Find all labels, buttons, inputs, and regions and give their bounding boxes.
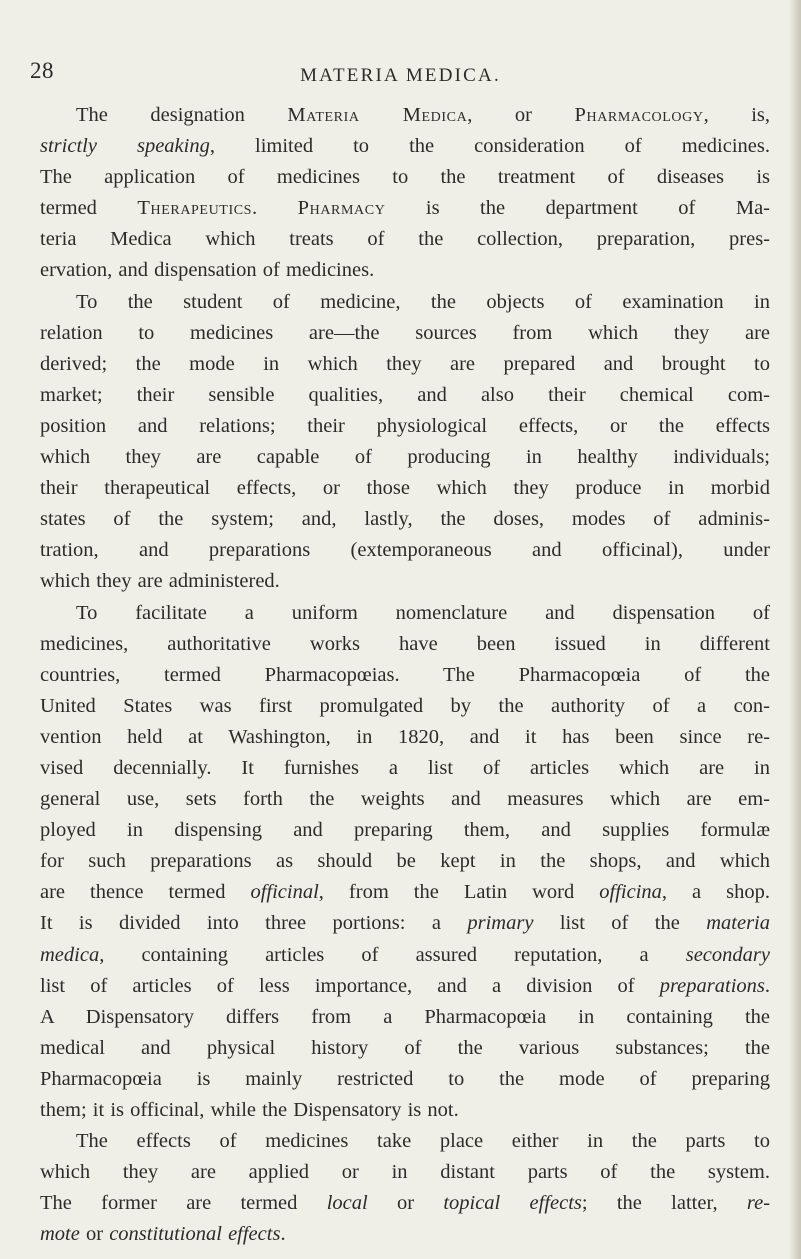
text-line <box>40 1033 770 1064</box>
small-caps-text: Therapeutics <box>137 197 253 220</box>
text-segment: are thence termed <box>40 881 251 904</box>
small-caps-text: Materia Medica <box>287 104 468 126</box>
text-line <box>40 691 770 722</box>
page-number: 28 <box>30 58 54 83</box>
text-segment: market; their sensible qualities, and also their chemical com- <box>40 383 770 406</box>
text-segment: tration, and preparations (extemporaneous and officinal), under <box>40 539 770 562</box>
text-segment: teria Medica which treats of the collection, preparation, pres- <box>40 228 770 251</box>
text-segment: general use, sets forth the weights and measures which are em- <box>40 788 770 811</box>
text-segment: relation to medicines are—the sources from which they are <box>40 321 770 344</box>
text-segment: list of the <box>533 912 707 935</box>
body-text <box>40 100 770 1250</box>
italic-text: local <box>326 1192 368 1215</box>
text-segment: for such preparations as should be kept in the shops, and which <box>40 850 770 873</box>
text-line <box>40 753 770 784</box>
text-segment: United States was first promulgated by the authority of a con- <box>40 694 770 717</box>
text-segment: which they are capable of producing in healthy individuals; <box>40 446 770 469</box>
italic-text: constitutional effects <box>109 1223 281 1246</box>
text-line <box>40 255 770 286</box>
text-segment: which they are applied or in distant parts of the system. <box>40 1161 770 1184</box>
text-segment: , is, <box>703 104 770 126</box>
text-line <box>40 349 770 380</box>
text-segment: , limited to the consideration of medicines. <box>209 135 770 158</box>
text-line <box>40 1126 770 1157</box>
text-line <box>40 629 770 660</box>
italic-text: officinal <box>250 881 319 904</box>
text-segment: . <box>764 974 770 997</box>
text-segment: is the department of Ma- <box>385 197 770 220</box>
text-line <box>40 940 770 971</box>
text-line <box>40 908 770 939</box>
italic-text: re- <box>746 1192 771 1215</box>
text-line <box>40 566 770 597</box>
text-line <box>40 1157 770 1188</box>
text-line <box>40 1219 770 1250</box>
text-segment: The effects of medicines take place either in the parts to <box>76 1130 770 1153</box>
text-segment: , from the Latin word <box>318 881 600 904</box>
text-line <box>40 318 770 349</box>
text-segment: termed <box>40 197 138 220</box>
text-segment: . <box>280 1223 286 1246</box>
text-line <box>40 535 770 566</box>
italic-text: preparations <box>659 974 765 997</box>
small-caps-text: Pharmacology <box>574 104 704 126</box>
text-segment: , or <box>467 104 575 126</box>
text-segment: ervation, and dispensation of medicines. <box>40 259 375 282</box>
text-segment: Pharmacopœia is mainly restricted to the mode of preparing <box>40 1067 770 1090</box>
text-line <box>40 411 770 442</box>
italic-text: mote <box>40 1223 80 1246</box>
text-segment: ; the latter, <box>581 1192 747 1215</box>
text-segment: or <box>367 1192 444 1215</box>
text-line <box>40 442 770 473</box>
text-segment: vised decennially. It furnishes a list of articles which are in <box>40 756 770 779</box>
text-line <box>40 660 770 691</box>
text-segment: , containing articles of assured reputation, a <box>99 943 686 966</box>
italic-text: topical effects <box>443 1192 582 1215</box>
text-line <box>40 784 770 815</box>
text-line <box>40 877 770 908</box>
italic-text: secondary <box>685 943 770 966</box>
text-line <box>40 598 770 629</box>
italic-text: primary <box>467 912 534 935</box>
italic-text: strictly speaking <box>40 135 210 158</box>
text-segment: The former are termed <box>40 1192 327 1215</box>
text-segment: or <box>79 1223 110 1246</box>
text-segment: their therapeutical effects, or those which they produce in morbid <box>40 477 770 500</box>
text-segment: which they are administered. <box>40 570 280 593</box>
text-line <box>40 504 770 535</box>
italic-text: officina <box>599 881 662 904</box>
text-segment: them; it is officinal, while the Dispensatory is not. <box>40 1099 459 1121</box>
text-line <box>40 1095 770 1126</box>
text-segment: , a shop. <box>661 881 771 904</box>
text-segment: list of articles of less importance, and a division of <box>40 974 660 997</box>
running-head: MATERIA MEDICA. <box>300 65 501 86</box>
text-line <box>40 162 770 193</box>
text-line <box>40 1002 770 1033</box>
text-segment: The application of medicines to the treatment of diseases is <box>40 166 770 189</box>
small-caps-text: Pharmacy <box>297 197 386 220</box>
text-segment: The designation <box>76 104 288 126</box>
text-line <box>40 131 770 162</box>
text-line <box>40 846 770 877</box>
text-line <box>40 971 770 1002</box>
page-edge-shadow <box>789 0 801 1259</box>
text-line <box>40 380 770 411</box>
text-line <box>40 100 770 131</box>
text-line <box>40 722 770 753</box>
italic-text: medica <box>40 943 100 966</box>
text-segment: countries, termed Pharmacopœias. The Pharmacopœia of the <box>40 663 770 686</box>
text-segment: A Dispensatory differs from a Pharmacopœia in containing the <box>40 1005 770 1028</box>
text-segment: position and relations; their physiological effects, or the effects <box>40 414 770 437</box>
text-segment: vention held at Washington, in 1820, and it has been since re- <box>40 725 770 748</box>
text-line <box>40 224 770 255</box>
text-segment: states of the system; and, lastly, the doses, modes of adminis- <box>40 508 770 531</box>
text-segment: It is divided into three portions: a <box>40 912 468 935</box>
text-line <box>40 1064 770 1095</box>
text-line <box>40 193 770 224</box>
text-segment: ployed in dispensing and preparing them, and supplies formulæ <box>40 819 770 842</box>
text-line <box>40 287 770 318</box>
text-segment: medicines, authoritative works have been issued in different <box>40 632 770 655</box>
text-segment: . <box>252 197 298 220</box>
italic-text: materia <box>706 912 770 935</box>
text-line <box>40 815 770 846</box>
text-segment: To facilitate a uniform nomenclature and dispensation of <box>76 601 770 624</box>
text-line <box>40 473 770 504</box>
text-segment: To the student of medicine, the objects of examination in <box>76 290 770 313</box>
text-segment: derived; the mode in which they are prepared and brought to <box>40 352 770 375</box>
text-line <box>40 1188 770 1219</box>
text-segment: medical and physical history of the various substances; the <box>40 1036 770 1059</box>
